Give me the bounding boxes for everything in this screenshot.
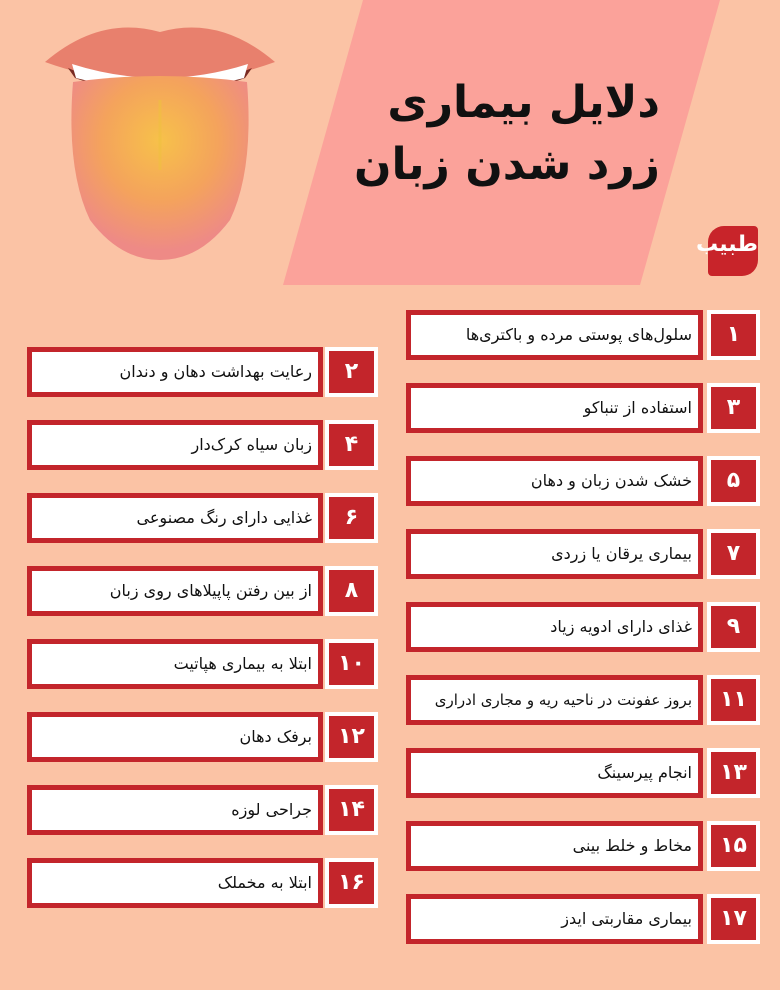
item-text: جراحی لوزه (27, 785, 323, 835)
list-item (406, 456, 760, 506)
item-number-badge (707, 602, 760, 652)
item-text: ابتلا به مخملک (27, 858, 323, 908)
item-number: ۱۴ (329, 789, 374, 831)
list-item (27, 785, 377, 835)
logo-text: طبیب (696, 232, 758, 257)
item-text: ابتلا به بیماری هپاتیت (27, 639, 323, 689)
item-text: استفاده از تنباکو (406, 383, 703, 433)
item-number-badge (707, 675, 760, 725)
item-text: غذایی دارای رنگ مصنوعی (27, 493, 323, 543)
list-item (406, 748, 760, 798)
item-number: ۱ (711, 314, 756, 356)
item-text: از بین رفتن پاپیلاهای روی زبان (27, 566, 323, 616)
item-number: ۶ (329, 497, 374, 539)
item-text: بیماری مقاربتی ایدز (406, 894, 703, 944)
list-item (27, 566, 377, 616)
title-line-1: دلایل بیماری (387, 77, 660, 128)
page-title (300, 72, 660, 196)
item-number-badge (325, 420, 378, 470)
list-item (406, 602, 760, 652)
item-number: ۴ (329, 424, 374, 466)
item-text: غذای دارای ادویه زیاد (406, 602, 703, 652)
list-item (406, 821, 760, 871)
list-item (406, 383, 760, 433)
item-number-badge (707, 748, 760, 798)
item-number: ۷ (711, 533, 756, 575)
item-number-badge (325, 785, 378, 835)
item-number-badge (707, 821, 760, 871)
item-number-badge (707, 310, 760, 360)
list-item (27, 420, 377, 470)
item-number-badge (707, 456, 760, 506)
item-number: ۱۱ (711, 679, 756, 721)
list-item (406, 894, 760, 944)
item-number: ۵ (711, 460, 756, 502)
item-text: خشک شدن زبان و دهان (406, 456, 703, 506)
item-number-badge (707, 383, 760, 433)
item-text: زبان سیاه کرک‌دار (27, 420, 323, 470)
item-number: ۳ (711, 387, 756, 429)
item-number: ۱۵ (711, 825, 756, 867)
list-item (27, 347, 377, 397)
item-number-badge (325, 566, 378, 616)
item-text: بیماری یرقان یا زردی (406, 529, 703, 579)
list-item (406, 675, 760, 725)
tongue-illustration (40, 20, 280, 270)
list-item (27, 639, 377, 689)
item-number-badge (325, 493, 378, 543)
item-number: ۱۶ (329, 862, 374, 904)
item-number: ۱۳ (711, 752, 756, 794)
item-text: بروز عفونت در ناحیه ریه و مجاری ادراری (406, 675, 703, 725)
list-item (27, 493, 377, 543)
item-number-badge (325, 858, 378, 908)
item-number: ۲ (329, 351, 374, 393)
item-number-badge (707, 894, 760, 944)
list-item (406, 529, 760, 579)
item-text: مخاط و خلط بینی (406, 821, 703, 871)
brand-logo (696, 226, 758, 276)
item-number-badge (325, 639, 378, 689)
item-number-badge (325, 712, 378, 762)
item-text: انجام پیرسینگ (406, 748, 703, 798)
item-text: برفک دهان (27, 712, 323, 762)
item-number: ۱۲ (329, 716, 374, 758)
item-text: سلول‌های پوستی مرده و باکتری‌ها (406, 310, 703, 360)
item-text: رعایت بهداشت دهان و دندان (27, 347, 323, 397)
list-item (27, 858, 377, 908)
item-number: ۱۷ (711, 898, 756, 940)
list-item (406, 310, 760, 360)
item-number-badge (325, 347, 378, 397)
item-number-badge (707, 529, 760, 579)
item-number: ۸ (329, 570, 374, 612)
item-number: ۹ (711, 606, 756, 648)
title-line-2: زرد شدن زبان (353, 139, 660, 190)
list-item (27, 712, 377, 762)
item-number: ۱۰ (329, 643, 374, 685)
